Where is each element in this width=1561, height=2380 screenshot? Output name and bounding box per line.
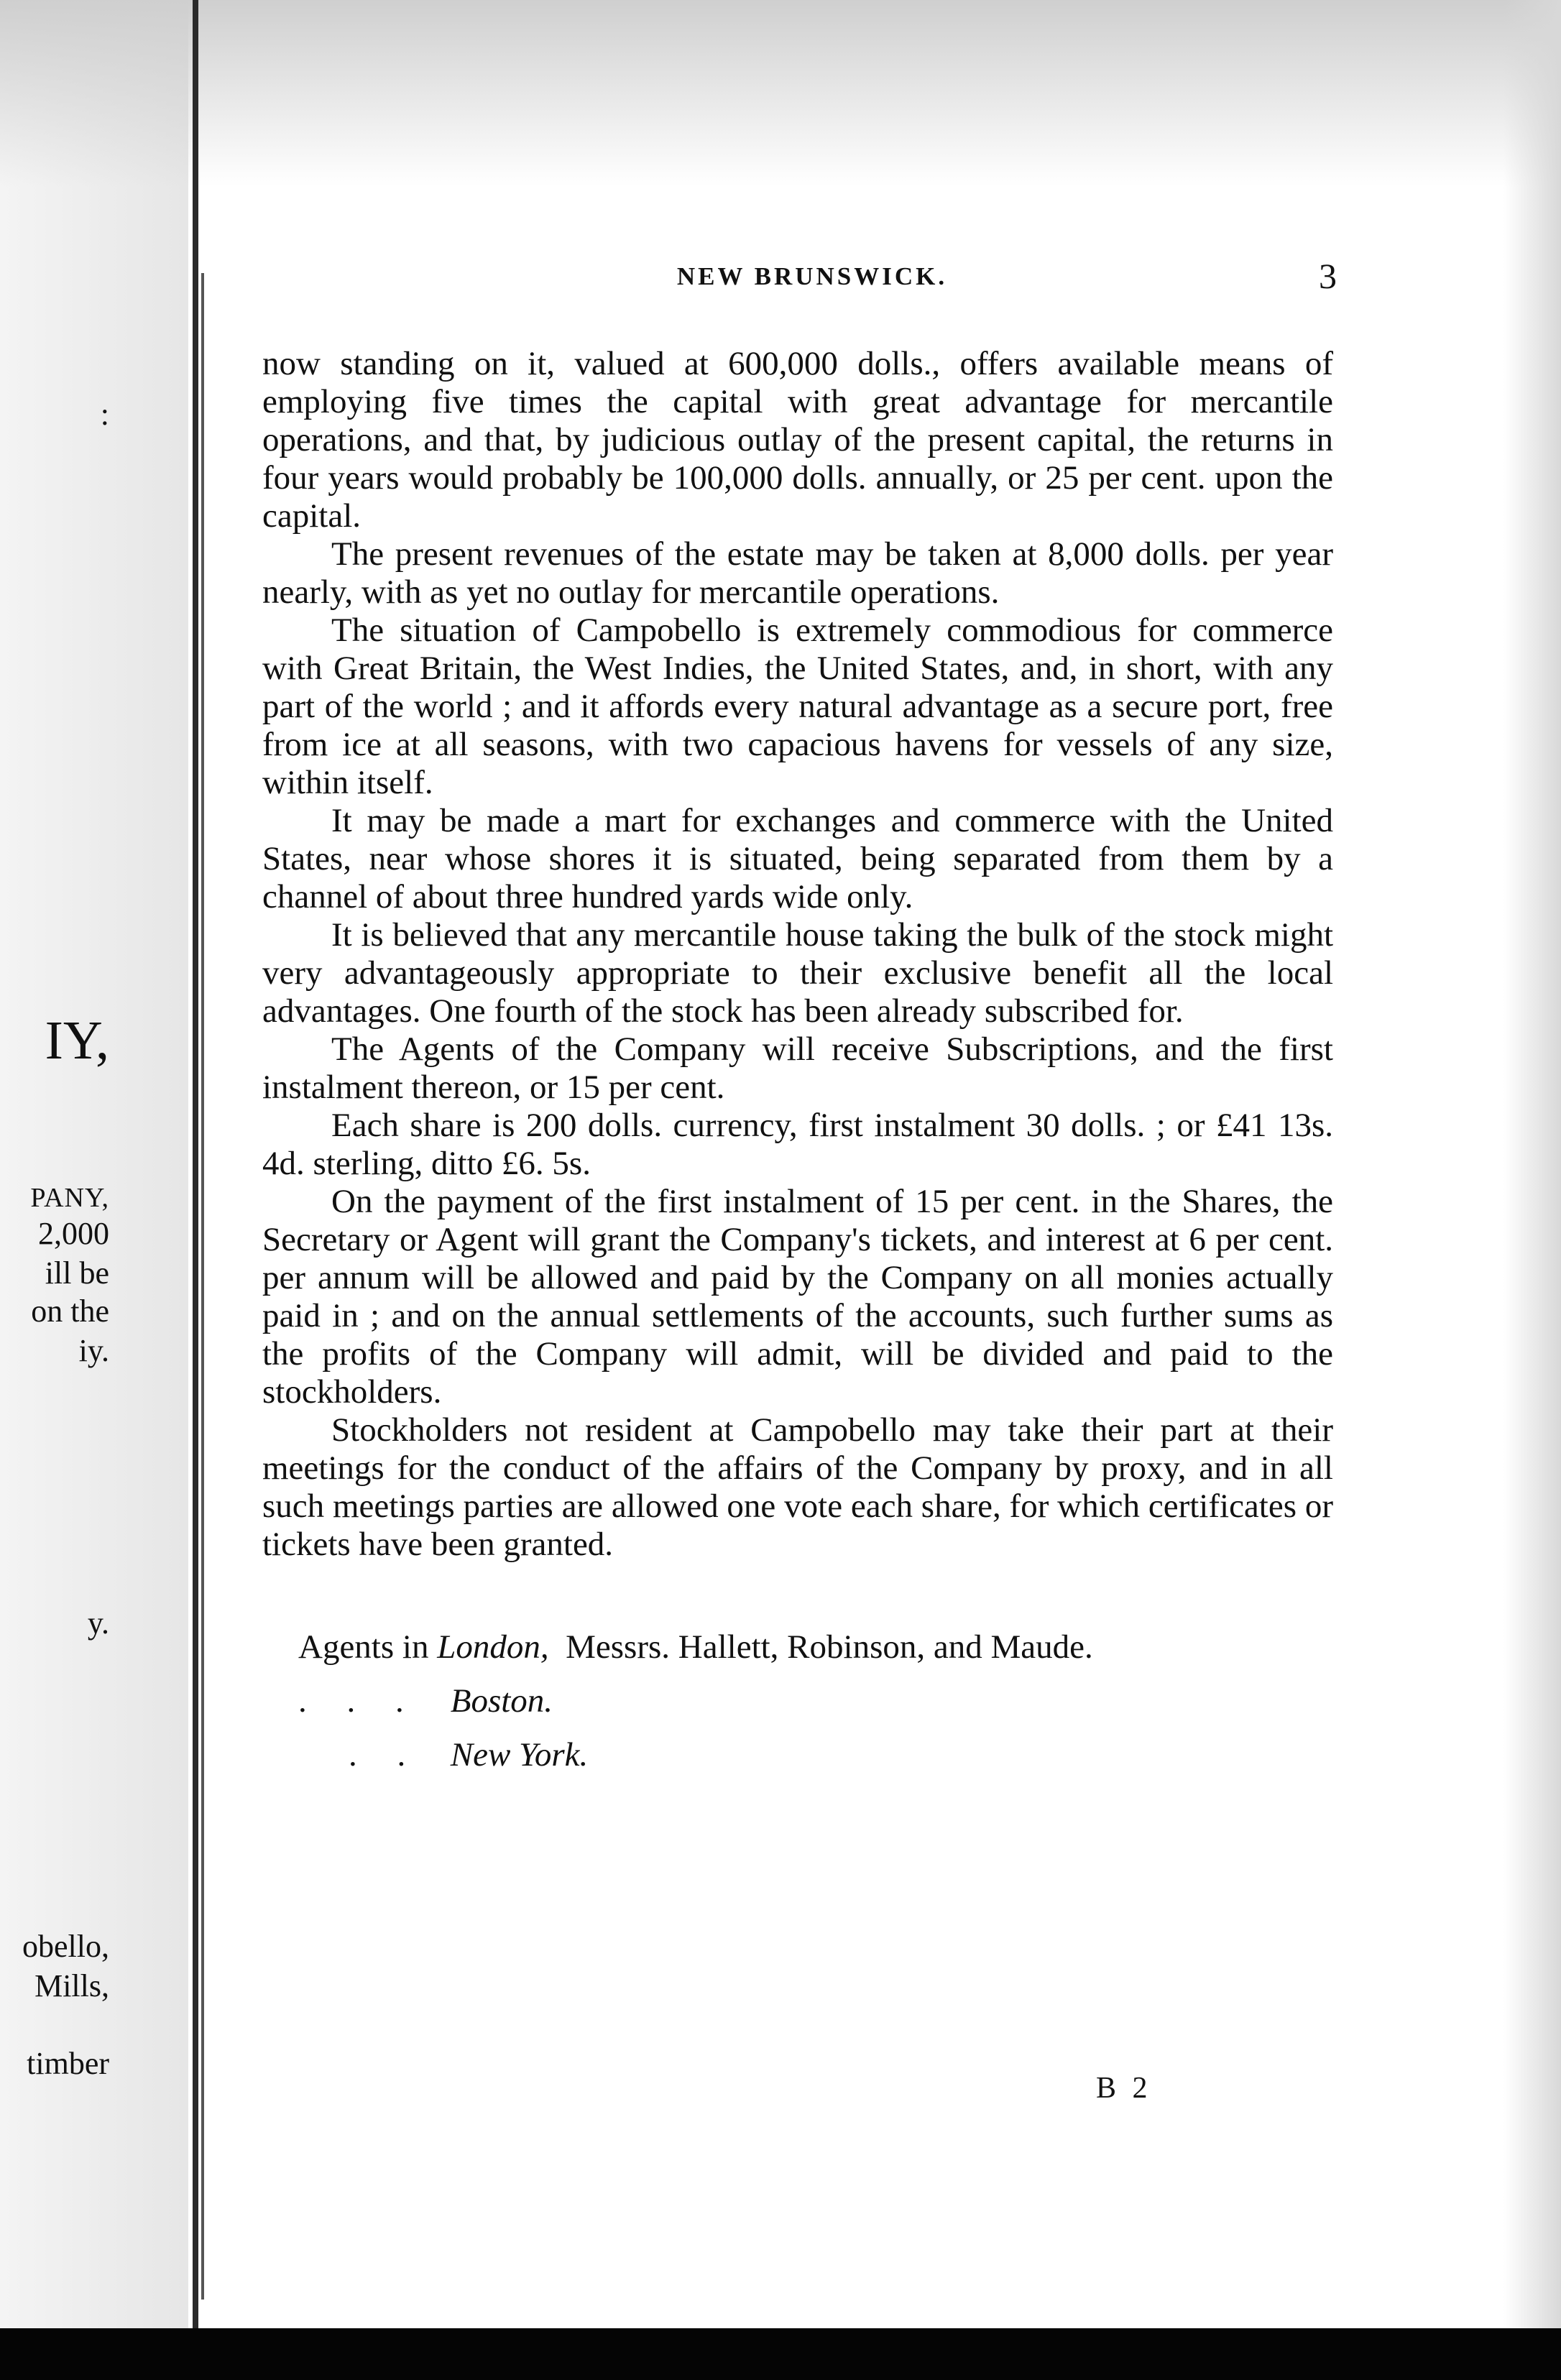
page-fold-line (193, 0, 198, 2328)
running-head: NEW BRUNSWICK. (676, 262, 948, 290)
agents-prefix: Agents in (298, 1628, 429, 1666)
adjacent-page-fragment: obello, (22, 1929, 109, 1964)
paragraph: Stockholders not resident at Campobello may take their part at their meetings for the conduct of the affairs of the Company by proxy, and in all such meetings parties are allowed one vote each share, for which certificates or tickets have been granted. (262, 1411, 1333, 1563)
adjacent-page-fragment: iy. (78, 1333, 109, 1368)
paragraph: now standing on it, valued at 600,000 dolls., offers available means of employing five times the capital with great advantage for mercantile operations, and that, by judicious outlay of the present capital, the returns in four years would probably be 100,000 dolls. annually, or 25 per cent. upon the capital. (262, 345, 1333, 535)
adjacent-page-fragment: IY, (45, 1010, 109, 1071)
paragraph: The situation of Campobello is extremely commodious for commerce with Great Britain, the West Indies, the United States, and, in short, with any part of the world ; and it affords every natural advantage as a secure port, free from ice at all seasons, with two capacious havens for vessels of any size, within itself. (262, 612, 1333, 801)
signature-mark: B 2 (1096, 2072, 1152, 2105)
adjacent-page-fragment: y. (87, 1605, 109, 1641)
adjacent-page-fragment: PANY, (30, 1183, 109, 1213)
paragraph: The present revenues of the estate may be taken at 8,000 dolls. per year nearly, with as yet no outlay for mercantile operations. (262, 535, 1333, 611)
page-right-shadow (1504, 0, 1561, 2328)
page-margin-rule (201, 273, 204, 2300)
adjacent-page-fragment: Mills, (34, 1968, 109, 2003)
agents-city-new-york: New York. (450, 1736, 589, 1774)
adjacent-page-edge (0, 0, 188, 2328)
agents-boston (298, 1674, 1093, 1728)
agents-city-boston: Boston. (450, 1682, 553, 1720)
adjacent-page-fragment: : (100, 397, 109, 432)
page-number: 3 (1319, 256, 1337, 296)
paragraph: It may be made a mart for exchanges and commerce with the United States, near whose shores it is situated, being separated from them by a channel of about three hundred yards wide only. (262, 802, 1333, 915)
paragraph: On the payment of the first instalment of 15 per cent. in the Shares, the Secretary or Agent will grant the Company's tickets, and interest at 6 per cent. per annum will be allowed and paid by the Company on all monies actually paid in ; and on the annual settlements of the accounts, such further sums as the profits of the Company will admit, will be divided and paid to the stockholders. (262, 1183, 1333, 1411)
agents-list (298, 1620, 1093, 1782)
adjacent-page-fragment: 2,000 (38, 1216, 109, 1251)
paragraph: It is believed that any mercantile house taking the bulk of the stock might very advantageously appropriate to their exclusive benefit all the local advantages. One fourth of the stock has been already subscribed for. (262, 916, 1333, 1030)
agents-city-london: London, (437, 1628, 549, 1666)
page-top-shadow (0, 0, 1561, 187)
leader-dots: . . . (298, 1682, 420, 1720)
agents-london (298, 1620, 1093, 1674)
adjacent-page-fragment: on the (31, 1293, 109, 1329)
leader-dots: . . (349, 1736, 422, 1774)
body-text (262, 345, 1333, 1564)
agents-new-york (298, 1728, 1093, 1782)
adjacent-page-fragment: ill be (45, 1255, 109, 1291)
adjacent-page-fragment: timber (27, 2046, 109, 2081)
paragraph: The Agents of the Company will receive Subscriptions, and the first instalment thereon, or 15 per cent. (262, 1030, 1333, 1106)
agents-london-names: Messrs. Hallett, Robinson, and Maude. (566, 1628, 1093, 1666)
paragraph: Each share is 200 dolls. currency, first instalment 30 dolls. ; or £41 13s. 4d. sterling, ditto £6. 5s. (262, 1107, 1333, 1182)
